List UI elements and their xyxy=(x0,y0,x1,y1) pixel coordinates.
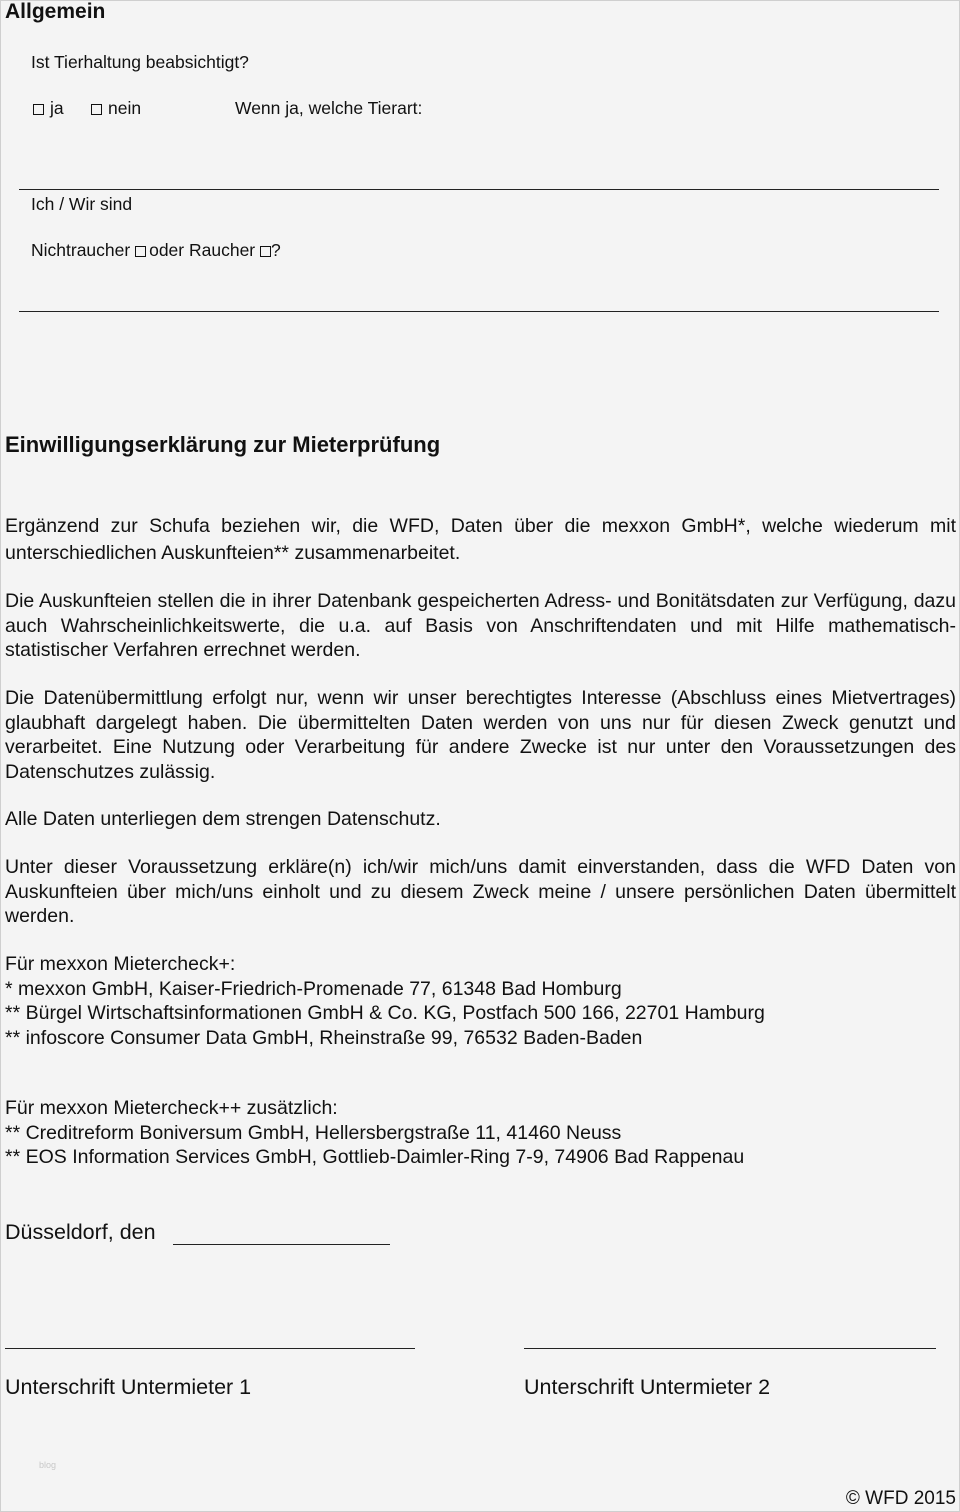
agency-item: ** EOS Information Services GmbH, Gottlieb-Daimler-Ring 7-9, 74906 Bad Rappenau xyxy=(5,1146,745,1168)
agency-list-1 xyxy=(5,952,956,1050)
consent-paragraph-2: Die Auskunfteien stellen die in ihrer Datenbank gespeicherten Adress- und Bonitätsdaten zur Verfügung, dazu auch Wahrscheinlichkeitswerte, die u.a. auf Basis von Anschriftendaten und mit Hilfe mathematisch-statistischer Verfahren errechnet werden. xyxy=(5,590,956,661)
copyright: © WFD 2015 xyxy=(845,1488,956,1509)
animal-type-label: Wenn ja, welche Tierart: xyxy=(235,98,423,118)
place-date-label: Düsseldorf, den xyxy=(5,1220,156,1244)
signature-label-1: Unterschrift Untermieter 1 xyxy=(5,1375,252,1399)
pets-yes-option[interactable] xyxy=(33,98,64,119)
section-title-general: Allgemein xyxy=(5,0,106,23)
smoker-intro: Ich / Wir sind xyxy=(31,194,133,214)
watermark: blog xyxy=(39,1460,57,1470)
agency-list-title: Für mexxon Mietercheck+: xyxy=(5,953,236,975)
agency-list-title: Für mexxon Mietercheck++ zusätzlich: xyxy=(5,1097,338,1119)
non-smoker-label: Nichtraucher xyxy=(31,240,131,260)
pets-question: Ist Tierhaltung beabsichtigt? xyxy=(31,52,249,72)
checkbox-icon[interactable] xyxy=(91,104,102,115)
agency-item: * mexxon GmbH, Kaiser-Friedrich-Promenade 77, 61348 Bad Homburg xyxy=(5,977,622,1000)
animal-type-field-line[interactable] xyxy=(19,189,939,190)
pets-no-option[interactable] xyxy=(91,98,141,119)
agency-item: ** Creditreform Boniversum GmbH, Hellersbergstraße 11, 41460 Neuss xyxy=(5,1121,622,1144)
divider-line xyxy=(19,311,939,312)
option-label: ja xyxy=(50,98,64,118)
checkbox-icon[interactable] xyxy=(33,104,44,115)
consent-paragraph-5: Unter dieser Voraussetzung erkläre(n) ich/wir mich/uns damit einverstanden, dass die WFD Daten von Auskunfteien über mich/uns einholt und zu diesem Zweck meine / unsere persönlichen Daten übermittelt werden. xyxy=(5,856,956,927)
signature-line-2[interactable] xyxy=(524,1348,936,1349)
consent-paragraph-1: Ergänzend zur Schufa beziehen wir, die WFD, Daten über die mexxon GmbH*, welche wiederum mit unterschiedlichen Auskunfteien** zusammenarbeitet. xyxy=(5,515,956,564)
agency-item: ** infoscore Consumer Data GmbH, Rheinstraße 99, 76532 Baden-Baden xyxy=(5,1026,643,1049)
signature-label-2: Unterschrift Untermieter 2 xyxy=(524,1375,771,1399)
date-field-line[interactable] xyxy=(173,1244,390,1245)
consent-paragraph-3: Die Datenübermittlung erfolgt nur, wenn wir unser berechtigtes Interesse (Abschluss eines Mietvertrages) glaubhaft dargelegt haben. Die übermittelten Daten werden von uns nur für diesen Zweck genutzt und verarbeitet. Eine Nutzung oder Verarbeitung für andere Zwecke ist nur unter den Voraussetzungen des Datenschutzes zulässig. xyxy=(5,687,956,783)
smoker-checkbox[interactable] xyxy=(260,246,271,257)
signature-line-1[interactable] xyxy=(5,1348,415,1349)
smoker-label: oder Raucher xyxy=(149,240,256,260)
section-title-consent: Einwilligungserklärung zur Mieterprüfung xyxy=(5,432,441,457)
question-mark: ? xyxy=(271,240,281,260)
consent-paragraph-4: Alle Daten unterliegen dem strengen Datenschutz. xyxy=(5,808,441,830)
smoker-question xyxy=(31,240,281,261)
agency-item: ** Bürgel Wirtschaftsinformationen GmbH & Co. KG, Postfach 500 166, 22701 Hamburg xyxy=(5,1002,765,1024)
agency-list-2 xyxy=(5,1096,956,1170)
non-smoker-checkbox[interactable] xyxy=(135,246,146,257)
option-label: nein xyxy=(108,98,142,118)
